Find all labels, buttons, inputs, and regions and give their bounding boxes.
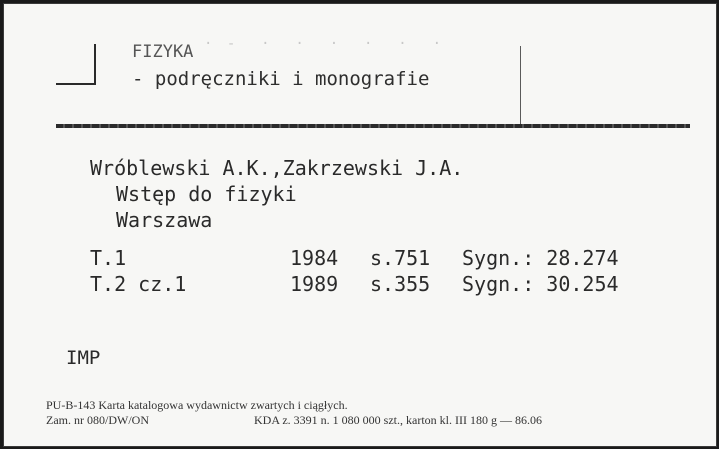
- volume-label: T.2 cz.1: [90, 272, 187, 296]
- publication-place: Warszawa: [116, 208, 213, 232]
- book-title: Wstęp do fizyki: [116, 182, 297, 206]
- volume-label: T.1: [90, 246, 127, 270]
- volume-row: [90, 246, 619, 272]
- subject-subtitle: - podręczniki i monografie: [132, 68, 430, 90]
- volume-signature: Sygn.: 28.274: [462, 246, 619, 270]
- volume-row: [90, 272, 619, 298]
- footer-form-line: PU-B-143 Karta katalogowa wydawnictw zwartych i ciągłych.: [46, 398, 348, 412]
- catalog-card: [3, 3, 717, 447]
- header-bracket-vertical: [94, 44, 96, 84]
- footer-print-info: KDA z. 3391 n. 1 080 000 szt., karton kl. III 180 g — 86.06: [254, 413, 542, 427]
- authors: Wróblewski A.K.,Zakrzewski J.A.: [90, 156, 464, 180]
- library-stamp: IMP: [66, 347, 101, 369]
- footer-order-number: Zam. nr 080/DW/ON: [46, 413, 149, 427]
- subject-heading: FIZYKA: [132, 42, 194, 62]
- volume-signature: Sygn.: 30.254: [462, 272, 619, 296]
- volume-pages: s.751: [370, 246, 431, 270]
- volume-pages: s.355: [370, 272, 431, 296]
- header-bracket-horizontal: [56, 83, 96, 85]
- volume-year: 1989: [290, 272, 339, 296]
- volume-year: 1984: [290, 246, 339, 270]
- header-rule: [56, 124, 690, 128]
- header-divider: [520, 46, 521, 126]
- faint-background-marks: · - · · · · · ·: [204, 36, 445, 52]
